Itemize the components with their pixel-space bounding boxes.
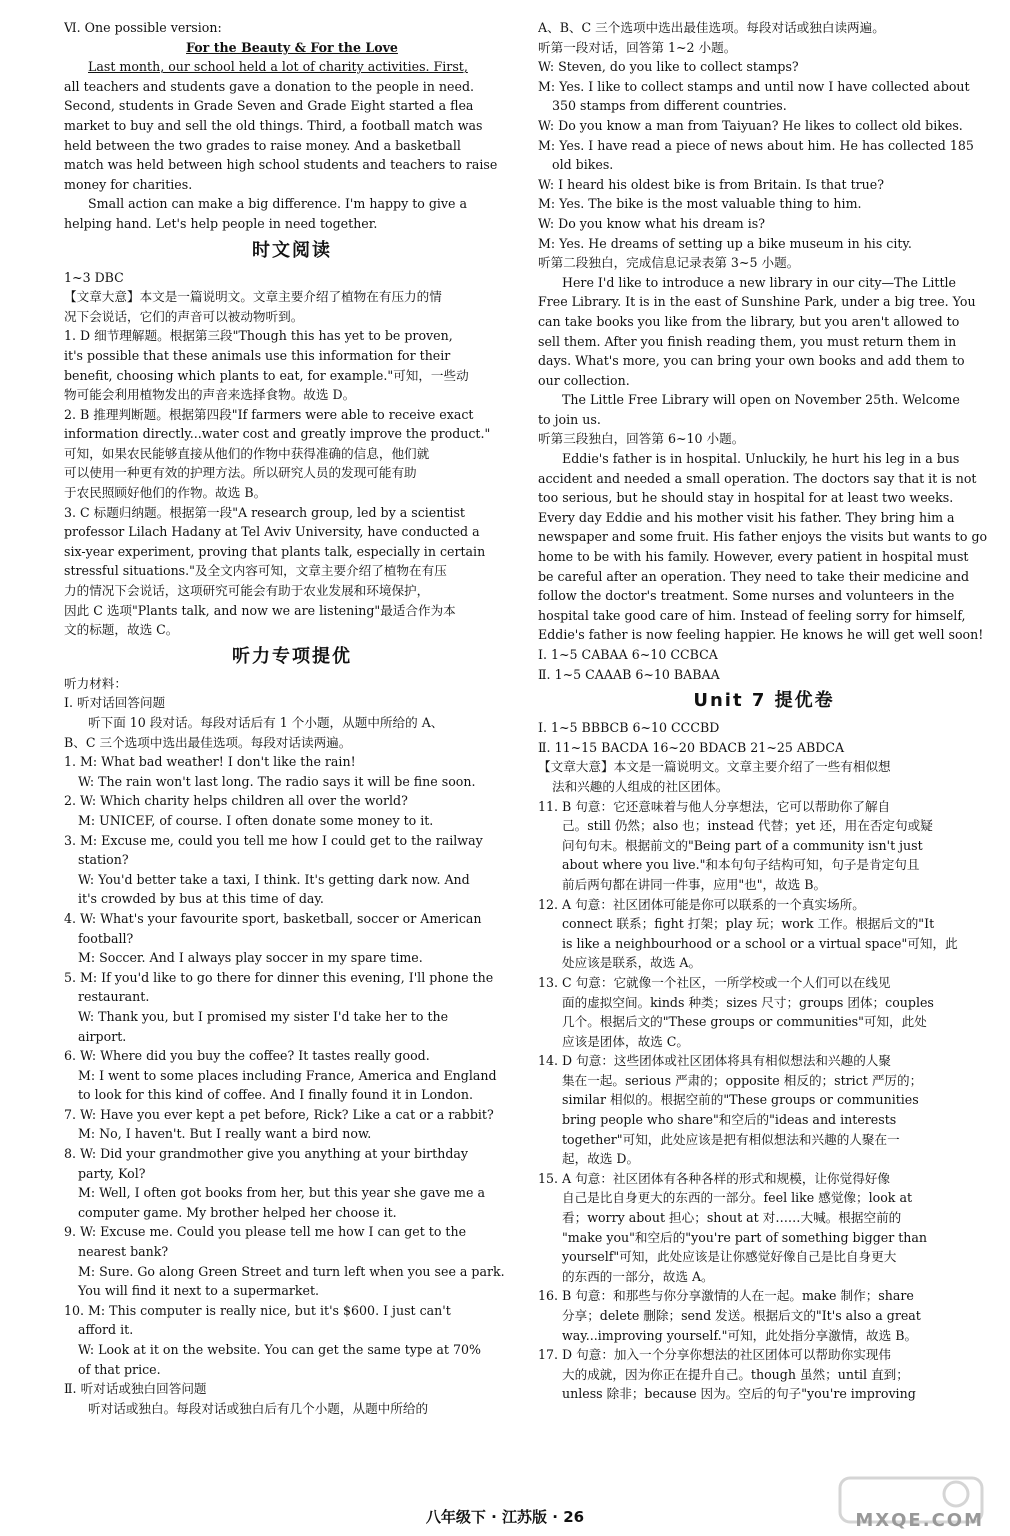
watermark-text: MXQE.COM xyxy=(855,1510,984,1531)
listening-line: M: Yes. The bike is the most valuable thing to him. xyxy=(538,196,862,212)
listening-line: 听第三段独白，回答第 6~10 小题。 xyxy=(538,431,745,447)
reading-line: benefit, choosing which plants to eat, for example."可知，一些动 xyxy=(64,367,469,383)
unit-line: way...improving yourself."可知，此处指分享激情，故选 B。 xyxy=(562,1327,918,1343)
unit-line: 【文章大意】本文是一篇说明文。文章主要介绍了一些有相似想 xyxy=(538,759,891,775)
unit-line: 11. B 句意：它还意味着与他人分享想法，它可以帮助你了解自 xyxy=(538,798,891,814)
unit-line: 12. A 句意：社区团体可能是你可以联系的一个真实场所。 xyxy=(538,896,865,912)
listening-line: hospital take good care of him. Instead of feeling sorry for himself, xyxy=(538,607,966,623)
unit-line: connect 联系；fight 打架；play 玩；work 工作。根据后文的"It xyxy=(562,916,935,932)
dialogue-line: it's crowded by bus at this time of day. xyxy=(78,891,324,907)
dialogue-line: 4. W: What's your favourite sport, basketball, soccer or American xyxy=(64,910,482,926)
unit-line: 17. D 句意：加入一个分享你想法的社区团体可以帮助你实现伟 xyxy=(538,1347,891,1363)
essay-line: market to buy and sell the old things. Third, a football match was xyxy=(64,117,483,133)
listening-line: Free Library. It is in the east of Sunshine Park, under a big tree. You xyxy=(538,294,976,310)
reading-line: 力的情况下会说话，这项研究可能会有助于农业发展和环境保护， xyxy=(64,583,430,599)
dialogue-line: 1. M: What bad weather! I don't like the rain! xyxy=(64,754,356,770)
essay-line: Last month, our school held a lot of charity activities. First, xyxy=(88,59,468,75)
unit-line: 分享；delete 删除；send 发送。根据后文的"It's also a great xyxy=(562,1308,921,1323)
listening-line: M: Yes. I like to collect stamps and until now I have collected about xyxy=(538,78,970,94)
unit-line: similar 相似的。根据空前的"These groups or communities xyxy=(562,1092,919,1108)
unit-line: 法和兴趣的人组成的社区团体。 xyxy=(552,778,729,794)
dialogue-line: M: Well, I often got books from her, but this year she gave me a xyxy=(78,1185,485,1201)
dialogue-line: M: I went to some places including France, America and England xyxy=(78,1067,497,1083)
listening-line: A、B、C 三个选项中选出最佳选项。每段对话或独白读两遍。 xyxy=(538,20,885,35)
reading-line: 【文章大意】本文是一篇说明文。文章主要介绍了植物在有压力的情 xyxy=(64,289,442,305)
section-heading-listening: 听力专项提优 xyxy=(232,645,352,667)
unit-line: together"可知，此处应该是把有相似想法和兴趣的人聚在一 xyxy=(562,1131,900,1147)
dialogue-line: afford it. xyxy=(78,1322,134,1338)
unit-line: 集在一起。serious 严肃的；opposite 相反的；strict 严厉的； xyxy=(562,1072,923,1088)
listening-line: our collection. xyxy=(538,372,630,388)
listening-line: W: Do you know what his dream is? xyxy=(538,215,765,231)
dialogue-line: football? xyxy=(78,930,134,946)
unit-answers: Ⅰ. 1~5 BBBCB 6~10 CCCBD xyxy=(538,720,720,736)
listening-line: Eddie's father is in hospital. Unluckily, he hurt his leg in a bus xyxy=(562,451,960,467)
unit-line: about where you live."和本句句子结构可知，句子是肯定句且 xyxy=(562,857,920,873)
unit-line: 处应该是联系，故选 A。 xyxy=(562,955,702,971)
unit-line: 自己是比自身更大的东西的一部分。feel like 感觉像；look at xyxy=(562,1190,913,1206)
reading-line: 文的标题，故选 C。 xyxy=(64,622,179,638)
listening-line: follow the doctor's treatment. Some nurses and volunteers in the xyxy=(538,588,955,604)
section-heading-reading: 时文阅读 xyxy=(252,239,332,261)
dialogue-line: restaurant. xyxy=(78,989,150,1005)
listening-line: Eddie's father is now feeling happier. He knows he will get well soon! xyxy=(538,627,984,643)
listening-line: home to be with his family. However, every patient in hospital must xyxy=(538,549,969,565)
dialogue-line: W: You'd better take a taxi, I think. It's getting dark now. And xyxy=(78,871,470,887)
reading-line: 3. C 标题归纳题。根据第一段"A research group, led by a scientist xyxy=(64,504,465,520)
reading-line: 物可能会利用植物发出的声音来选择食物。故选 D。 xyxy=(64,387,356,403)
unit-line: yourself"可知，此处应该是让你感觉好像自己是比自身更大 xyxy=(562,1249,897,1265)
unit-line: is like a neighbourhood or a school or a virtual space"可知，此 xyxy=(562,935,958,951)
listening-line: too serious, but he should stay in hospital for at least two weeks. xyxy=(538,490,954,506)
dialogue-line: 6. W: Where did you buy the coffee? It tastes really good. xyxy=(64,1048,430,1064)
listening-section1-title: Ⅰ. 听对话回答问题 xyxy=(64,695,166,711)
reading-line: 1. D 细节理解题。根据第三段"Though this has yet to be proven, xyxy=(64,328,453,344)
listening-line: Here I'd like to introduce a new library in our city—The Little xyxy=(562,274,956,290)
listening-line: 350 stamps from different countries. xyxy=(552,98,787,114)
unit-line: 己。still 仍然；also 也；instead 代替；yet 还，用在否定句或疑 xyxy=(562,818,933,834)
dialogue-line: W: The rain won't last long. The radio says it will be fine soon. xyxy=(78,773,476,789)
unit-line: 起，故选 D。 xyxy=(562,1151,640,1167)
listening-line: 听第一段对话，回答第 1~2 小题。 xyxy=(538,39,737,55)
dialogue-line: 8. W: Did your grandmother give you anything at your birthday xyxy=(64,1146,469,1162)
dialogue-line: 5. M: If you'd like to go there for dinner this evening, I'll phone the xyxy=(64,969,494,985)
listening-line: can take books you like from the library, but you aren't allowed to xyxy=(538,313,960,329)
dialogue-line: M: Soccer. And I always play soccer in my spare time. xyxy=(78,950,423,966)
listening-line: to join us. xyxy=(538,411,601,427)
listening-answers: Ⅰ. 1~5 CABAA 6~10 CCBCA xyxy=(538,647,718,662)
section-heading-unit7: Unit 7 提优卷 xyxy=(693,690,835,712)
essay-line: money for charities. xyxy=(64,176,193,192)
reading-line: 况下会说话，它们的声音可以被动物听到。 xyxy=(64,308,304,324)
dialogue-line: M: Sure. Go along Green Street and turn left when you see a park. xyxy=(78,1263,505,1279)
essay-line: Second, students in Grade Seven and Grade Eight started a flea xyxy=(64,98,474,114)
dialogue-line: nearest bank? xyxy=(78,1244,169,1260)
unit-line: 几个。根据后文的"These groups or communities"可知，此处 xyxy=(562,1014,927,1030)
dialogue-line: 9. W: Excuse me. Could you please tell me how I can get to the xyxy=(64,1224,467,1240)
dialogue-line: M: UNICEF, of course. I often donate some money to it. xyxy=(78,812,434,828)
listening-line: The Little Free Library will open on November 25th. Welcome xyxy=(562,392,960,408)
dialogue-line: 7. W: Have you ever kept a pet before, Rick? Like a cat or a rabbit? xyxy=(64,1106,494,1122)
unit-line: bring people who share"和空后的"ideas and interests xyxy=(562,1112,897,1128)
dialogue-line: W: Thank you, but I promised my sister I'd take her to the xyxy=(78,1008,449,1024)
unit-line: unless 除非；because 因为。空后的句子"you're improving xyxy=(562,1386,916,1402)
dialogue-line: 10. M: This computer is really nice, but it's $600. I just can't xyxy=(64,1302,451,1318)
listening-line: Every day Eddie and his mother visit his father. They bring him a xyxy=(538,509,955,525)
listening-line: accident and needed a small operation. The doctors say that it is not xyxy=(538,470,977,486)
dialogue-line: 2. W: Which charity helps children all over the world? xyxy=(64,793,408,809)
listening-section2-title: Ⅱ. 听对话或独白回答问题 xyxy=(64,1381,207,1397)
dialogue-line: W: Look at it on the website. You can get the same type at 70% xyxy=(78,1342,481,1357)
reading-line: 2. B 推理判断题。根据第四段"If farmers were able to receive exact xyxy=(64,406,474,422)
left-column xyxy=(64,18,520,1418)
page-footer: 八年级下 · 江苏版 · 26 xyxy=(425,1508,585,1526)
listening-line: newspaper and some fruit. His father enjoys the visits but wants to go xyxy=(538,529,988,545)
dialogue-line: 3. M: Excuse me, could you tell me how I could get to the railway xyxy=(64,832,483,848)
listening-line: 听第二段独白，完成信息记录表第 3~5 小题。 xyxy=(538,255,800,271)
dialogue-line: to look for this kind of coffee. And I finally found it in London. xyxy=(78,1087,473,1103)
unit-answers: Ⅱ. 11~15 BACDA 16~20 BDACB 21~25 ABDCA xyxy=(538,739,845,755)
listening-line: M: Yes. I have read a piece of news about him. He has collected 185 xyxy=(538,137,974,153)
unit-line: 14. D 句意：这些团体或社区团体将具有相似想法和兴趣的人聚 xyxy=(538,1053,891,1069)
essay-label: Ⅵ. One possible version: xyxy=(64,20,222,35)
essay-line: all teachers and students gave a donation to the people in need. xyxy=(64,78,475,94)
reading-line: it's possible that these animals use this information for their xyxy=(64,347,451,363)
reading-line: 可以使用一种更有效的护理方法。所以研究人员的发现可能有助 xyxy=(64,465,417,481)
dialogue-line: of that price. xyxy=(78,1361,161,1377)
reading-line: 于农民照顾好他们的作物。故选 B。 xyxy=(64,485,267,501)
dialogue-line: airport. xyxy=(78,1028,127,1044)
dialogue-line: station? xyxy=(78,852,129,868)
reading-answers: 1~3 DBC xyxy=(64,269,124,285)
unit-line: 看；worry about 担心；shout at 对……大喊。根据空前的 xyxy=(562,1210,902,1226)
listening-answers: Ⅱ. 1~5 CAAAB 6~10 BABAA xyxy=(538,666,720,682)
listening-line: sell them. After you finish reading them, you must return them in xyxy=(538,333,957,349)
unit-line: 应该是团体，故选 C。 xyxy=(562,1033,689,1049)
unit-line: 16. B 句意：和那些与你分享激情的人在一起。make 制作；share xyxy=(538,1288,914,1304)
right-column xyxy=(538,18,990,1404)
reading-line: professor Lilach Hadany at Tel Aviv University, have conducted a xyxy=(64,524,480,540)
listening-material-label: 听力材料： xyxy=(64,675,127,691)
unit-line: 15. A 句意：社区团体有各种各样的形式和规模，让你觉得好像 xyxy=(538,1170,890,1186)
unit-line: 问句句末。根据前文的"Being part of a community isn't just xyxy=(562,837,923,853)
unit-line: 前后两句都在讲同一件事，应用"也"，故选 B。 xyxy=(562,876,827,892)
reading-line: six-year experiment, proving that plants talk, especially in certain xyxy=(64,543,486,559)
essay-title: For the Beauty & For the Love xyxy=(186,39,398,55)
dialogue-line: You will find it next to a supermarket. xyxy=(78,1283,320,1299)
unit-line: 的东西的一部分，故选 A。 xyxy=(562,1268,714,1284)
listening-intro: 听下面 10 段对话。每段对话后有 1 个小题，从题中所给的 A、 xyxy=(88,715,444,730)
listening-line: M: Yes. He dreams of setting up a bike museum in his city. xyxy=(538,235,912,251)
dialogue-line: computer game. My brother helped her choose it. xyxy=(78,1204,397,1220)
listening-line: W: Do you know a man from Taiyuan? He likes to collect old bikes. xyxy=(538,117,963,133)
listening-line: W: I heard his oldest bike is from Britain. Is that true? xyxy=(538,176,884,192)
essay-line: helping hand. Let's help people in need together. xyxy=(64,215,378,231)
reading-line: 可知，如果农民能够直接从他们的作物中获得准确的信息，他们就 xyxy=(64,445,430,461)
listening-intro: 听对话或独白。每段对话或独白后有几个小题，从题中所给的 xyxy=(88,1400,429,1416)
essay-line: match was held between high school students and teachers to raise xyxy=(64,157,498,173)
dialogue-line: party, Kol? xyxy=(78,1165,146,1181)
reading-line: 因此 C 选项"Plants talk, and now we are listening"最适合作为本 xyxy=(64,602,456,618)
listening-line: W: Steven, do you like to collect stamps? xyxy=(538,59,799,75)
unit-line: 面的虚拟空间。kinds 种类；sizes 尺寸；groups 团体；couples xyxy=(562,994,934,1010)
reading-line: information directly...water cost and greatly improve the product." xyxy=(64,426,491,442)
listening-intro: B、C 三个选项中选出最佳选项。每段对话读两遍。 xyxy=(64,734,352,750)
essay-line: Small action can make a big difference. I'm happy to give a xyxy=(88,196,468,212)
listening-line: be careful after an operation. They need to take their medicine and xyxy=(538,568,970,584)
dialogue-line: M: No, I haven't. But I really want a bird now. xyxy=(78,1126,372,1142)
unit-line: 13. C 句意：它就像一个社区，一所学校或一个人们可以在线见 xyxy=(538,974,891,990)
unit-line: "make you"和空后的"you're part of something bigger than xyxy=(562,1229,928,1245)
listening-line: old bikes. xyxy=(552,157,614,173)
essay-line: held between the two grades to raise money. And a basketball xyxy=(64,137,461,153)
reading-line: stressful situations."及全文内容可知，文章主要介绍了植物在有压 xyxy=(64,563,447,579)
listening-line: days. What's more, you can bring your own books and add them to xyxy=(538,353,965,369)
unit-line: 大的成就，因为你正在提升自己。though 虽然；until 直到； xyxy=(562,1366,909,1382)
